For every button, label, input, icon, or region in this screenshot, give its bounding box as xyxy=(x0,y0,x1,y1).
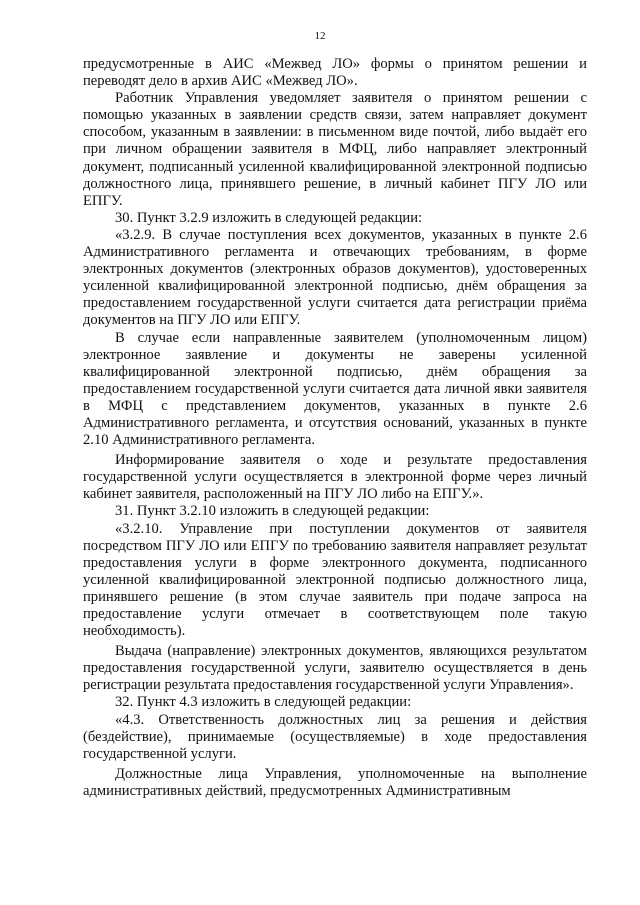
paragraph: предусмотренные в АИС «Межвед ЛО» формы о принятом решении и переводят дело в архив АИС «Межвед ЛО». xyxy=(83,56,587,90)
paragraph: «3.2.9. В случае поступления всех документов, указанных в пункте 2.6 Административного регламента и отвечающих требованиям, в форме электронных документов (электронных образов документов), удостоверенных усиленной квалифицированной электронной подписью, днём обращения за предоставлением государственной услуги считается дата регистрации приёма документов на ПГУ ЛО или ЕПГУ. xyxy=(83,226,587,329)
paragraph: Выдача (направление) электронных документов, являющихся результатом предоставления государственной услуги, заявителю осуществляется в день регистрации результата предоставления государственной услуги Управления». xyxy=(83,643,587,694)
page-number: 12 xyxy=(314,30,326,42)
paragraph: 32. Пункт 4.3 изложить в следующей редакции: xyxy=(115,694,412,711)
paragraph: 30. Пункт 3.2.9 изложить в следующей редакции: xyxy=(115,209,423,226)
paragraph: «4.3. Ответственность должностных лиц за решения и действия (бездействие), принимаемые (осуществляемые) в ходе предоставления государственной услуги. xyxy=(83,711,587,762)
paragraph: Информирование заявителя о ходе и результате предоставления государственной услуги осуществляется в электронной форме через личный кабинет заявителя, расположенный на ПГУ ЛО либо на ЕПГУ.». xyxy=(83,452,587,503)
paragraph: Работник Управления уведомляет заявителя о принятом решении с помощью указанных в заявлении средств связи, затем направляет документ способом, указанным в заявлении: в письменном виде почтой, либо выдаёт его при личном обращении заявителя в МФЦ, либо направляет электронный документ, подписанный усиленной квалифицированной электронной подписью должностного лица, принявшего решение, в личный кабинет ПГУ ЛО или ЕПГУ. xyxy=(83,90,587,209)
paragraph: 31. Пункт 3.2.10 изложить в следующей редакции: xyxy=(115,503,430,520)
paragraph: Должностные лица Управления, уполномоченные на выполнение административных действий, предусмотренных Административным xyxy=(83,765,587,799)
paragraph: «3.2.10. Управление при поступлении документов от заявителя посредством ПГУ ЛО или ЕПГУ по требованию заявителя направляет результат предоставления услуги в форме электронного документа, подписанного усиленной квалифицированной электронной подписью должностного лица, принявшего решение (в этом случае заявитель при подаче запроса на предоставление услуги отмечает в соответствующем поле такую необходимость). xyxy=(83,520,587,640)
paragraph: В случае если направленные заявителем (уполномоченным лицом) электронное заявление и документы не заверены усиленной квалифицированной электронной подписью, днём обращения за предоставлением государственной услуги считается дата личной явки заявителя в МФЦ с представлением документов, указанных в пункте 2.6 Административного регламента, и отсутствия оснований, указанных в пункте 2.10 Административного регламента. xyxy=(83,329,587,449)
document-body xyxy=(83,56,587,800)
